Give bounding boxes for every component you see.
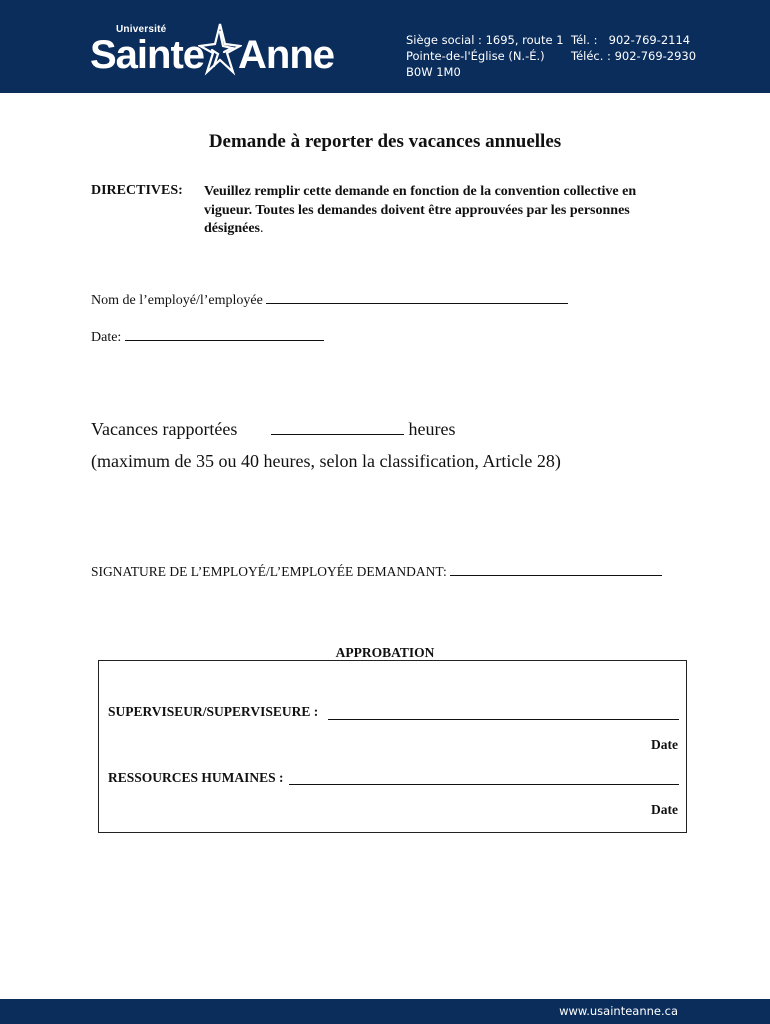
address-line: Pointe-de-l'Église (N.-É.) — [406, 49, 545, 63]
phone-number: 902-769-2114 — [608, 33, 691, 47]
signature-field[interactable] — [450, 562, 662, 576]
directives-text — [204, 183, 682, 239]
directives-label: DIRECTIVES: — [91, 183, 183, 198]
supervisor-date-label: Date — [651, 737, 678, 752]
phone-label: Tél. : — [571, 33, 598, 47]
university-logo — [88, 20, 348, 80]
signature-row — [91, 562, 662, 580]
hr-signature-field[interactable] — [289, 784, 679, 785]
date-field[interactable] — [125, 327, 324, 341]
approbation-title: APPROBATION — [335, 645, 435, 660]
hr-label: RESSOURCES HUMAINES : — [108, 770, 284, 785]
address-line: B0W 1M0 — [406, 65, 461, 79]
fax-row — [571, 48, 696, 64]
maximum-note: (maximum de 35 ou 40 heures, selon la classification, Article 28) — [91, 451, 561, 471]
supervisor-label: SUPERVISEUR/SUPERVISEURE : — [108, 704, 319, 719]
website-link[interactable]: www.usainteanne.ca — [559, 1004, 678, 1018]
vacation-hours-row — [271, 419, 455, 440]
hr-date-label: Date — [651, 802, 678, 817]
form-title: Demande à reporter des vacances annuelles — [208, 131, 562, 152]
hours-unit: heures — [408, 419, 456, 439]
directives-period: . — [260, 221, 264, 236]
date-row — [91, 327, 324, 346]
fax-label: Téléc. : — [571, 49, 611, 63]
signature-label: SIGNATURE DE L’EMPLOYÉ/L’EMPLOYÉE DEMANDANT: — [91, 564, 447, 579]
head-office-address — [406, 32, 564, 80]
logo-small-text: Université — [116, 24, 167, 35]
logo-word-2: Anne — [238, 33, 335, 77]
directives-body: Veuillez remplir cette demande en fonction de la convention collective en vigueur. Toutes les demandes doivent être approuvées par les personnes désignées — [204, 184, 637, 236]
logo-word-1: Sainte — [90, 33, 205, 77]
fax-number: 902-769-2930 — [614, 49, 697, 63]
supervisor-signature-field[interactable] — [328, 719, 679, 720]
vacation-hours-field[interactable] — [271, 419, 404, 435]
vacation-label: Vacances rapportées — [91, 419, 238, 439]
address-line: Siège social : 1695, route 1 — [406, 33, 564, 47]
star-logo-icon — [198, 20, 242, 76]
page-footer — [0, 999, 770, 1024]
employee-name-field[interactable] — [266, 290, 568, 304]
page-header — [0, 0, 770, 93]
employee-name-row — [91, 290, 568, 309]
approbation-box — [98, 660, 687, 833]
employee-name-label: Nom de l’employé/l’employée — [91, 293, 263, 308]
phone-row — [571, 32, 696, 48]
contact-phones — [571, 32, 696, 64]
date-label: Date: — [91, 330, 122, 345]
